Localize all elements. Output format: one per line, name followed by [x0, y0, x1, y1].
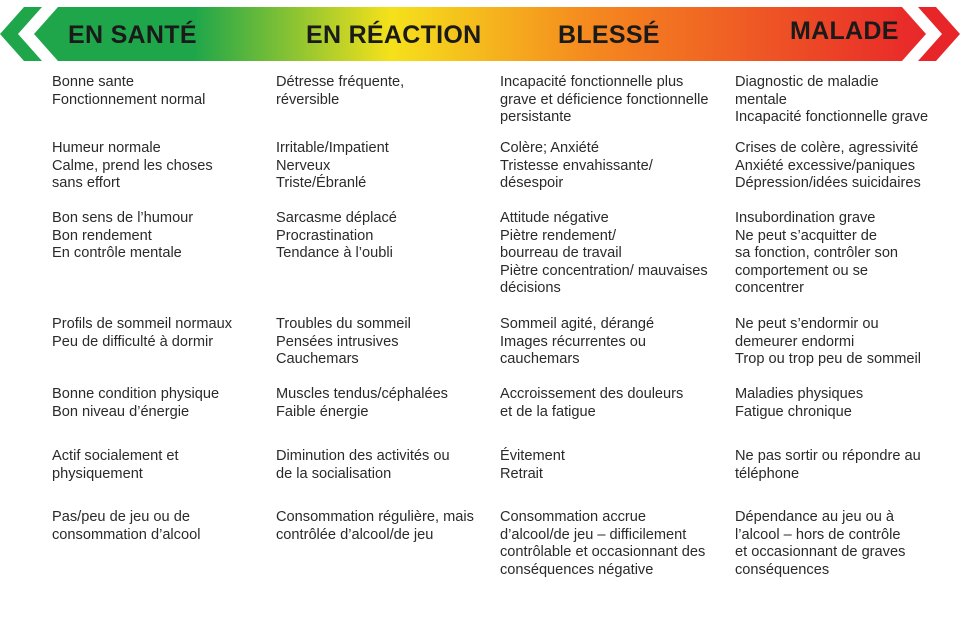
cell-line: l’alcool – hors de contrôle [735, 526, 901, 543]
cell-line: Pas/peu de jeu ou de [52, 509, 190, 525]
cell-line: Bonne sante [52, 74, 134, 90]
stage-label-reacting: EN RÉACTION [306, 21, 482, 49]
cell-line: Incapacité fonctionnelle plus [500, 74, 684, 90]
cell-line: Bon sens de l’humour [52, 210, 194, 226]
cell-line: Fonctionnement normal [52, 91, 206, 108]
cell-ill [735, 74, 928, 127]
cell-line: sans effort [52, 175, 120, 192]
cell-line: Actif socialement et [52, 448, 179, 464]
stage-label-ill: MALADE [790, 17, 899, 45]
cell-injured [500, 509, 705, 579]
cell-line: Piètre concentration/ mauvaises [500, 262, 708, 279]
cell-line: réversible [276, 91, 340, 108]
cell-ill [735, 140, 921, 193]
cell-line: Piètre rendement/ [500, 227, 617, 244]
stage-label-healthy: EN SANTÉ [68, 21, 197, 49]
cell-reacting [276, 509, 474, 544]
cell-line: Évitement [500, 448, 565, 464]
cell-line: Irritable/Impatient [276, 140, 389, 156]
cell-healthy [52, 386, 219, 421]
stage-label-injured: BLESSÉ [558, 21, 660, 49]
cell-line: conséquences négative [500, 561, 654, 578]
cell-healthy [52, 509, 200, 544]
cell-line: Retrait [500, 465, 543, 482]
cell-line: contrôlable et occasionnant des [500, 544, 706, 561]
cell-reacting [276, 210, 397, 263]
cell-line: Nerveux [276, 157, 331, 174]
cell-line: Diagnostic de maladie [735, 74, 879, 90]
cell-line: et de la fatigue [500, 403, 596, 420]
continuum-banner [0, 0, 960, 64]
cell-line: sa fonction, contrôler son [735, 245, 899, 262]
cell-line: Dépression/idées suicidaires [735, 175, 921, 192]
cell-line: Ne peut s’acquitter de [735, 227, 877, 244]
cell-line: comportement ou se [735, 262, 869, 279]
cell-ill [735, 210, 898, 298]
cell-line: Insubordination grave [735, 210, 876, 226]
cell-line: Bon niveau d’énergie [52, 403, 190, 420]
cell-line: Procrastination [276, 227, 374, 244]
cell-injured [500, 316, 654, 369]
cell-line: Humeur normale [52, 140, 161, 156]
cell-line: Peu de difficulté à dormir [52, 333, 214, 350]
cell-reacting [276, 386, 448, 421]
cell-line: de la socialisation [276, 465, 392, 482]
cell-healthy [52, 210, 193, 263]
cell-line: contrôlée d’alcool/de jeu [276, 526, 434, 543]
cell-injured [500, 210, 708, 298]
cell-healthy [52, 448, 179, 483]
cell-line: Trop ou trop peu de sommeil [735, 351, 922, 368]
cell-line: Dépendance au jeu ou à [735, 509, 895, 525]
cell-line: physiquement [52, 465, 143, 482]
cell-reacting [276, 140, 389, 193]
cell-line: Attitude négative [500, 210, 609, 226]
cell-healthy [52, 316, 232, 351]
cell-line: Colère; Anxiété [500, 140, 599, 156]
cell-injured [500, 140, 653, 193]
cell-line: Crises de colère, agressivité [735, 140, 919, 156]
cell-injured [500, 74, 709, 127]
cell-line: Diminution des activités ou [276, 448, 450, 464]
cell-line: Bon rendement [52, 227, 152, 244]
cell-line: demeurer endormi [735, 333, 855, 350]
cell-line: et occasionnant de graves [735, 544, 906, 561]
cell-line: Sarcasme déplacé [276, 210, 397, 226]
cell-healthy [52, 74, 205, 109]
cell-line: d’alcool/de jeu – difficilement [500, 526, 687, 543]
cell-ill [735, 509, 905, 579]
cell-line: Tristesse envahissante/ [500, 157, 653, 174]
cell-ill [735, 316, 921, 369]
cell-line: Anxiété excessive/paniques [735, 157, 916, 174]
cell-line: désespoir [500, 175, 564, 192]
cell-line: Consommation accrue [500, 509, 647, 525]
cell-line: Triste/Ébranlé [276, 175, 367, 192]
cell-reacting [276, 74, 404, 109]
cell-line: Consommation régulière, mais [276, 509, 474, 525]
cell-line: persistante [500, 109, 572, 126]
cell-line: Détresse fréquente, [276, 74, 405, 90]
cell-healthy [52, 140, 213, 193]
cell-line: grave et déficience fonctionnelle [500, 91, 709, 108]
cell-ill [735, 386, 863, 421]
cell-line: Fatigue chronique [735, 403, 852, 420]
cell-line: Ne pas sortir ou répondre au [735, 448, 921, 464]
cell-line: Ne peut s’endormir ou [735, 316, 879, 332]
cell-line: En contrôle mentale [52, 245, 182, 262]
cell-line: Incapacité fonctionnelle grave [735, 109, 929, 126]
cell-line: Calme, prend les choses [52, 157, 213, 174]
cell-line: cauchemars [500, 351, 580, 368]
cell-line: Maladies physiques [735, 386, 864, 402]
cell-line: mentale [735, 91, 787, 108]
cell-ill [735, 448, 921, 483]
cell-line: Pensées intrusives [276, 333, 399, 350]
cell-line: bourreau de travail [500, 245, 622, 262]
cell-line: Troubles du sommeil [276, 316, 411, 332]
cell-line: consommation d’alcool [52, 526, 201, 543]
cell-injured [500, 448, 565, 483]
cell-line: Profils de sommeil normaux [52, 316, 233, 332]
cell-line: Sommeil agité, dérangé [500, 316, 655, 332]
cell-line: Accroissement des douleurs [500, 386, 684, 402]
cell-line: Faible énergie [276, 403, 369, 420]
cell-injured [500, 386, 683, 421]
cell-line: conséquences [735, 561, 830, 578]
cell-line: décisions [500, 280, 561, 297]
cell-line: concentrer [735, 280, 804, 297]
cell-reacting [276, 448, 450, 483]
cell-line: Images récurrentes ou [500, 333, 647, 350]
cell-line: Tendance à l’oubli [276, 245, 393, 262]
cell-line: Cauchemars [276, 351, 359, 368]
cell-line: Bonne condition physique [52, 386, 220, 402]
cell-reacting [276, 316, 411, 369]
cell-line: téléphone [735, 465, 800, 482]
cell-line: Muscles tendus/céphalées [276, 386, 448, 402]
